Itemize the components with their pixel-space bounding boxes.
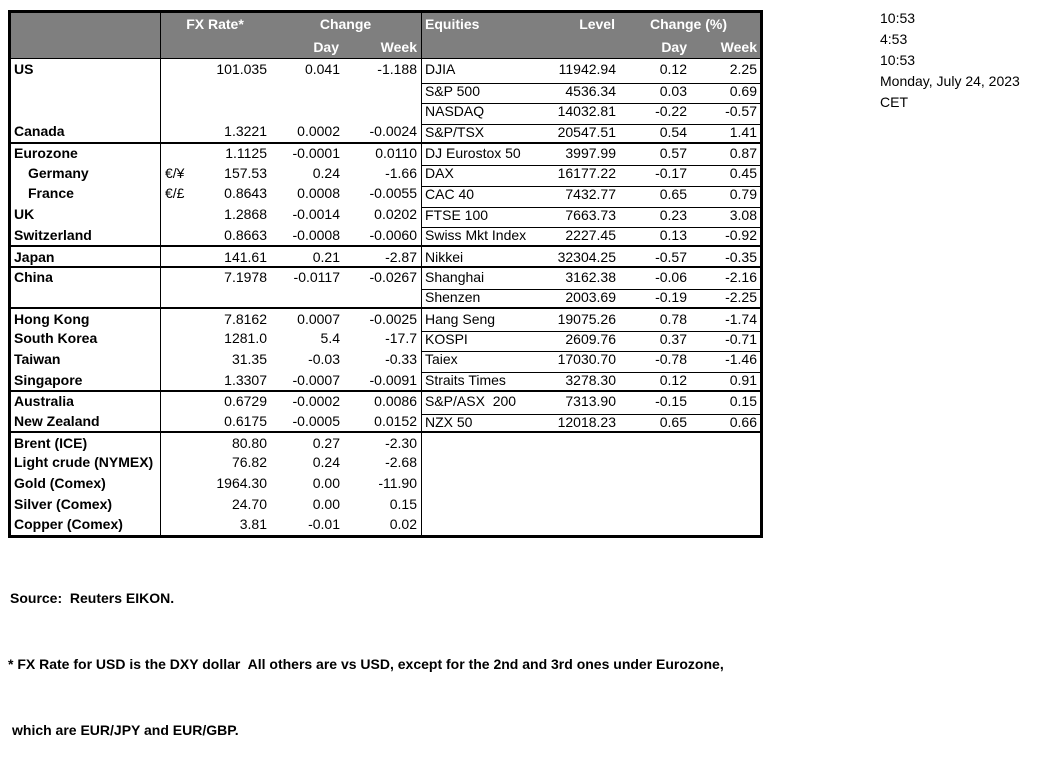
fx-day-change-cell: -0.0001 xyxy=(292,145,340,162)
fx-rate-value: 1281.0 xyxy=(224,330,267,347)
equity-level-cell: 16177.22 xyxy=(541,165,617,180)
equities-column-header: Equities xyxy=(425,16,480,33)
equity-day-change-cell: 0.78 xyxy=(659,310,687,327)
table-row xyxy=(11,142,760,163)
equity-level-cell: 14032.81 xyxy=(541,103,617,118)
fx-day-change-cell: -0.0117 xyxy=(293,269,340,286)
fx-day-change-cell: 5.4 xyxy=(320,330,340,347)
fx-rate-cell xyxy=(160,124,270,138)
table-row xyxy=(11,59,760,80)
fx-equities-table xyxy=(8,10,763,538)
source-line: Source: Reuters EIKON. xyxy=(10,590,175,606)
fx-rate-cell xyxy=(160,455,270,469)
fx-day-change-cell: -0.0002 xyxy=(292,393,340,410)
timestamp-line: 10:53 xyxy=(880,10,916,26)
header-row-2 xyxy=(11,36,760,59)
fx-rate-cell xyxy=(160,373,270,387)
fx-day-change-cell: 0.0008 xyxy=(297,185,340,202)
footnote-line-2: which are EUR/JPY and EUR/GBP. xyxy=(12,722,239,738)
table-row xyxy=(11,183,760,204)
fx-week-change-cell: -17.7 xyxy=(385,330,417,347)
fx-week-change-cell: 0.15 xyxy=(389,495,417,512)
fx-name-cell: Silver (Comex) xyxy=(14,495,113,512)
equity-name-cell: S&P/ASX 200 xyxy=(425,393,517,410)
equity-day-change-cell: 0.65 xyxy=(617,414,688,429)
equity-level-cell: 2003.69 xyxy=(541,289,617,304)
table-row xyxy=(11,473,760,494)
fx-rate-value: 3.81 xyxy=(239,516,267,533)
equity-day-change-cell: 0.54 xyxy=(617,124,688,139)
fx-week-change-cell: -11.90 xyxy=(378,475,417,492)
fx-week-change-cell: -1.66 xyxy=(385,164,417,181)
fx-week-column-header: Week xyxy=(380,38,417,55)
fx-week-change-cell: -0.33 xyxy=(385,350,417,367)
fx-rate-value: 80.80 xyxy=(231,434,267,451)
table-row xyxy=(11,328,760,349)
equity-name-cell: S&P 500 xyxy=(421,83,541,98)
table-row xyxy=(11,369,760,390)
fx-week-change-cell: -0.0091 xyxy=(369,371,417,388)
equity-level-cell: 2227.45 xyxy=(541,227,617,242)
table-header xyxy=(11,13,760,59)
equity-level-cell: 7663.73 xyxy=(541,207,617,222)
equity-week-change-cell: -2.16 xyxy=(725,269,757,286)
fx-name-cell: Gold (Comex) xyxy=(14,475,106,492)
equity-week-change-cell: 0.91 xyxy=(688,372,760,387)
equity-week-change-cell: -1.74 xyxy=(725,310,757,327)
fx-rate-value: 101.035 xyxy=(216,61,267,78)
table-row xyxy=(11,121,760,142)
equity-week-change-cell: 0.69 xyxy=(688,83,760,98)
fx-week-change-cell: -0.0024 xyxy=(369,123,417,140)
fx-day-change-cell: 0.00 xyxy=(312,495,340,512)
footnotes xyxy=(8,543,724,763)
equity-name-cell: FTSE 100 xyxy=(421,207,541,222)
fx-rate-cell xyxy=(160,186,270,200)
column-divider-equities xyxy=(421,13,422,535)
fx-rate-value: 1.3221 xyxy=(224,123,267,140)
fx-rate-cell xyxy=(160,394,270,408)
equity-day-change-cell: 0.23 xyxy=(617,207,688,222)
fx-rate-cell xyxy=(160,146,270,160)
change-pct-column-header: Change (%) xyxy=(650,16,727,33)
column-divider-names xyxy=(160,13,161,535)
fx-rate-value: 157.53 xyxy=(224,164,267,181)
fx-name-cell: UK xyxy=(14,206,35,223)
equity-week-change-cell: 1.41 xyxy=(688,124,760,139)
fx-day-change-cell: -0.0005 xyxy=(292,413,340,430)
fx-week-change-cell: -2.87 xyxy=(385,248,417,265)
fx-week-change-cell: -0.0055 xyxy=(369,185,417,202)
fx-day-change-cell: 0.27 xyxy=(312,434,340,451)
change-column-header: Change xyxy=(319,16,372,33)
equity-week-change-cell: -2.25 xyxy=(688,289,760,304)
table-row xyxy=(11,80,760,101)
fx-name-cell: Switzerland xyxy=(14,226,92,243)
fx-rate-cell xyxy=(160,228,270,242)
table-row xyxy=(11,514,760,535)
fx-day-change-cell: 0.0002 xyxy=(297,123,340,140)
fx-name-cell: Copper (Comex) xyxy=(14,516,123,533)
equity-week-change-cell: 0.87 xyxy=(729,145,757,162)
equity-day-change-cell: -0.78 xyxy=(617,351,688,366)
fx-name-cell: China xyxy=(14,269,53,286)
equity-week-change-cell: 0.45 xyxy=(688,165,760,180)
equity-level-cell: 3278.30 xyxy=(541,372,617,387)
fx-rate-cell xyxy=(160,62,270,76)
fx-week-change-cell: 0.0202 xyxy=(374,206,417,223)
equity-week-change-cell: 0.79 xyxy=(688,186,760,201)
fx-week-change-cell: -2.68 xyxy=(385,454,417,471)
fx-name-cell: Australia xyxy=(14,393,74,410)
fx-day-change-cell: 0.21 xyxy=(312,248,340,265)
header-row-1 xyxy=(11,13,760,36)
table-row xyxy=(11,411,760,432)
fx-rate-value: 1964.30 xyxy=(216,475,267,492)
table-row xyxy=(11,100,760,121)
footnote-line-1: * FX Rate for USD is the DXY dollar All others are vs USD, except for the 2nd and 3rd ones under Eurozone, xyxy=(8,656,724,672)
table-row xyxy=(11,245,760,266)
fx-week-change-cell: -1.188 xyxy=(377,61,417,78)
table-row xyxy=(11,204,760,225)
fx-name-cell: Taiwan xyxy=(14,350,61,367)
equity-day-change-cell: -0.17 xyxy=(617,165,688,180)
fx-rate-cell xyxy=(160,331,270,345)
equity-name-cell: DAX xyxy=(421,165,541,180)
fx-rate-value: 0.6729 xyxy=(224,393,267,410)
fx-day-change-cell: 0.24 xyxy=(312,164,340,181)
fx-day-change-cell: -0.03 xyxy=(308,350,340,367)
equity-day-change-cell: -0.22 xyxy=(617,103,688,118)
equity-name-cell: Nikkei xyxy=(425,248,464,265)
fx-rate-cell xyxy=(160,207,270,221)
fx-rate-column-header: FX Rate* xyxy=(186,16,244,33)
fx-rate-cell xyxy=(160,166,270,180)
equity-name-cell: Hang Seng xyxy=(425,310,496,327)
table-row xyxy=(11,307,760,328)
equity-level-cell: 7432.77 xyxy=(541,186,617,201)
equity-week-change-cell: 3.08 xyxy=(688,207,760,222)
equity-name-cell: KOSPI xyxy=(421,331,541,346)
equity-level-cell: 12018.23 xyxy=(541,414,617,429)
fx-day-change-cell: 0.00 xyxy=(312,475,340,492)
fx-rate-value: 76.82 xyxy=(231,454,267,471)
equity-day-change-cell: -0.57 xyxy=(655,248,687,265)
table-row xyxy=(11,390,760,411)
equity-day-change-cell: 0.37 xyxy=(617,331,688,346)
equity-name-cell: Taiex xyxy=(421,351,541,366)
fx-name-cell: Brent (ICE) xyxy=(14,434,88,451)
fx-name-cell: Canada xyxy=(14,123,65,140)
fx-week-change-cell: -0.0025 xyxy=(369,310,417,327)
fx-name-cell: Singapore xyxy=(14,371,83,388)
equity-name-cell: NASDAQ xyxy=(421,103,541,118)
fx-rate-cell xyxy=(160,414,270,428)
equity-week-change-cell: -0.92 xyxy=(688,227,760,242)
currency-pair-label: €/¥ xyxy=(165,164,185,181)
timezone-label: CET xyxy=(880,94,908,110)
equity-day-change-cell: 0.57 xyxy=(659,145,687,162)
fx-week-change-cell: -0.0267 xyxy=(369,269,417,286)
fx-day-change-cell: 0.24 xyxy=(312,454,340,471)
fx-rate-value: 0.6175 xyxy=(224,413,267,430)
fx-week-change-cell: 0.0086 xyxy=(374,393,417,410)
fx-week-change-cell: 0.0152 xyxy=(374,413,417,430)
fx-rate-cell xyxy=(160,476,270,490)
equity-name-cell: Shanghai xyxy=(425,269,485,286)
equity-name-cell: S&P/TSX xyxy=(421,124,541,139)
equity-level-cell: 17030.70 xyxy=(541,351,617,366)
fx-day-change-cell: -0.0007 xyxy=(292,371,340,388)
fx-name-cell: South Korea xyxy=(14,330,98,347)
equity-day-change-cell: 0.13 xyxy=(617,227,688,242)
fx-rate-cell xyxy=(160,436,270,450)
table-row xyxy=(11,452,760,473)
fx-rate-cell xyxy=(160,517,270,531)
fx-day-column-header: Day xyxy=(313,38,339,55)
fx-rate-value: 0.8663 xyxy=(224,226,267,243)
equities-week-column-header: Week xyxy=(720,38,757,55)
table-row xyxy=(11,162,760,183)
table-row xyxy=(11,493,760,514)
fx-week-change-cell: 0.0110 xyxy=(375,145,417,162)
fx-week-change-cell: 0.02 xyxy=(389,516,417,533)
level-column-header: Level xyxy=(579,16,615,33)
table-row xyxy=(11,225,760,246)
equity-level-cell: 32304.25 xyxy=(557,248,616,265)
fx-rate-cell xyxy=(160,250,270,264)
equity-level-cell: 20547.51 xyxy=(541,124,617,139)
fx-name-cell: US xyxy=(14,61,34,78)
equity-name-cell: DJIA xyxy=(425,61,456,78)
timestamp-line: 10:53 xyxy=(880,52,916,68)
equity-level-cell: 3162.38 xyxy=(565,269,616,286)
equity-week-change-cell: 0.15 xyxy=(729,393,757,410)
equity-level-cell: 11942.94 xyxy=(558,61,616,78)
equity-name-cell: NZX 50 xyxy=(421,414,541,429)
fx-rate-value: 7.1978 xyxy=(224,269,267,286)
fx-day-change-cell: -0.0008 xyxy=(292,226,340,243)
fx-week-change-cell: -0.0060 xyxy=(369,226,417,243)
fx-name-cell: Light crude (NYMEX) xyxy=(14,454,154,471)
fx-rate-value: 1.1125 xyxy=(225,145,267,162)
fx-name-cell: Japan xyxy=(14,248,55,265)
fx-rate-cell xyxy=(160,312,270,326)
equity-day-change-cell: -0.06 xyxy=(655,269,687,286)
equity-level-cell: 2609.76 xyxy=(541,331,617,346)
equity-name-cell: Shenzen xyxy=(421,289,541,304)
equity-day-change-cell: -0.15 xyxy=(655,393,687,410)
fx-name-cell: New Zealand xyxy=(14,413,100,430)
fx-rate-value: 31.35 xyxy=(231,350,267,367)
equity-week-change-cell: 2.25 xyxy=(729,61,757,78)
fx-day-change-cell: 0.041 xyxy=(304,61,340,78)
fx-rate-value: 24.70 xyxy=(231,495,267,512)
equity-name-cell: CAC 40 xyxy=(421,186,541,201)
equity-week-change-cell: -0.35 xyxy=(725,248,757,265)
fx-rate-cell xyxy=(160,352,270,366)
equity-day-change-cell: 0.03 xyxy=(617,83,688,98)
timestamp-block xyxy=(880,8,1020,113)
fx-rate-value: 0.8643 xyxy=(224,185,267,202)
fx-rate-value: 141.61 xyxy=(224,248,267,265)
equity-level-cell: 4536.34 xyxy=(541,83,617,98)
equity-day-change-cell: 0.65 xyxy=(617,186,688,201)
equity-level-cell: 7313.90 xyxy=(565,393,616,410)
fx-name-cell: France xyxy=(28,185,74,202)
equity-level-cell: 19075.26 xyxy=(557,310,616,327)
equity-week-change-cell: -0.57 xyxy=(688,103,760,118)
currency-pair-label: €/£ xyxy=(165,185,185,202)
fx-day-change-cell: 0.0007 xyxy=(297,310,340,327)
fx-name-cell: Hong Kong xyxy=(14,310,90,327)
fx-name-cell: Germany xyxy=(28,164,89,181)
fx-week-change-cell: -2.30 xyxy=(385,434,417,451)
fx-rate-cell xyxy=(160,497,270,511)
timestamp-line: 4:53 xyxy=(880,31,908,47)
table-row xyxy=(11,349,760,370)
equity-week-change-cell: -0.71 xyxy=(688,331,760,346)
table-row xyxy=(11,287,760,308)
table-row xyxy=(11,266,760,287)
date-line: Monday, July 24, 2023 xyxy=(880,73,1020,89)
equity-day-change-cell: 0.12 xyxy=(617,372,688,387)
equity-name-cell: Straits Times xyxy=(421,372,541,387)
equity-level-cell: 3997.99 xyxy=(565,145,616,162)
equities-day-column-header: Day xyxy=(661,38,687,55)
equity-week-change-cell: 0.66 xyxy=(688,414,760,429)
fx-rate-value: 7.8162 xyxy=(224,310,267,327)
equity-day-change-cell: 0.12 xyxy=(659,61,687,78)
equity-name-cell: Swiss Mkt Index xyxy=(421,227,541,242)
fx-rate-value: 1.2868 xyxy=(224,206,267,223)
table-body xyxy=(11,59,760,535)
table-row xyxy=(11,431,760,452)
equity-name-cell: DJ Eurostox 50 xyxy=(425,145,521,162)
equity-week-change-cell: -1.46 xyxy=(688,351,760,366)
fx-name-cell: Eurozone xyxy=(14,145,78,162)
fx-rate-cell xyxy=(160,270,270,284)
fx-day-change-cell: -0.0014 xyxy=(292,206,340,223)
fx-day-change-cell: -0.01 xyxy=(308,516,340,533)
equity-day-change-cell: -0.19 xyxy=(617,289,688,304)
fx-rate-value: 1.3307 xyxy=(224,371,267,388)
